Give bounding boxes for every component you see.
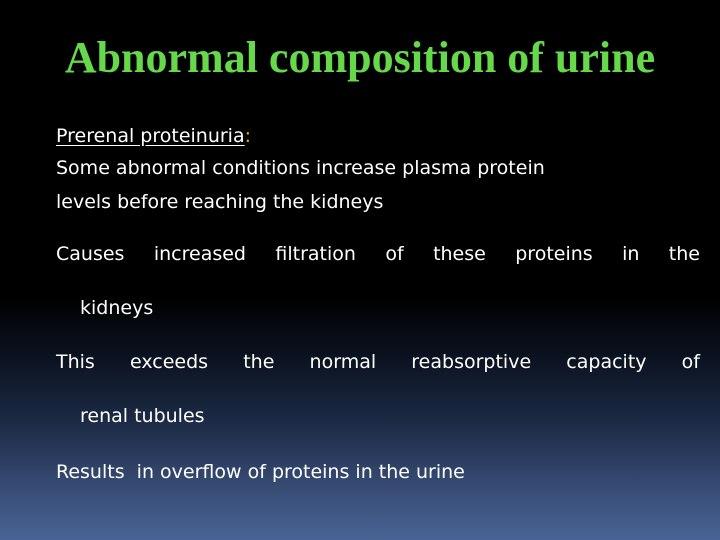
result-line: Results in overflow of proteins in the urine [56, 461, 465, 483]
cause-line-1: Causes increased filtration of these proteins in the [56, 243, 700, 265]
intro-line-2: levels before reaching the kidneys [56, 191, 384, 213]
intro-line-1: Some abnormal conditions increase plasma protein [56, 157, 545, 179]
exceed-line-1: This exceeds the normal reabsorptive capacity of [56, 351, 700, 373]
subheading-label: Prerenal proteinuria [56, 125, 245, 147]
cause-line-2: kidneys [80, 297, 154, 319]
subheading-colon: : [244, 125, 252, 147]
slide-body [56, 121, 700, 489]
subheading [56, 121, 700, 151]
slide-title: Abnormal composition of urine [64, 33, 656, 82]
exceed-line-2: renal tubules [80, 405, 205, 427]
